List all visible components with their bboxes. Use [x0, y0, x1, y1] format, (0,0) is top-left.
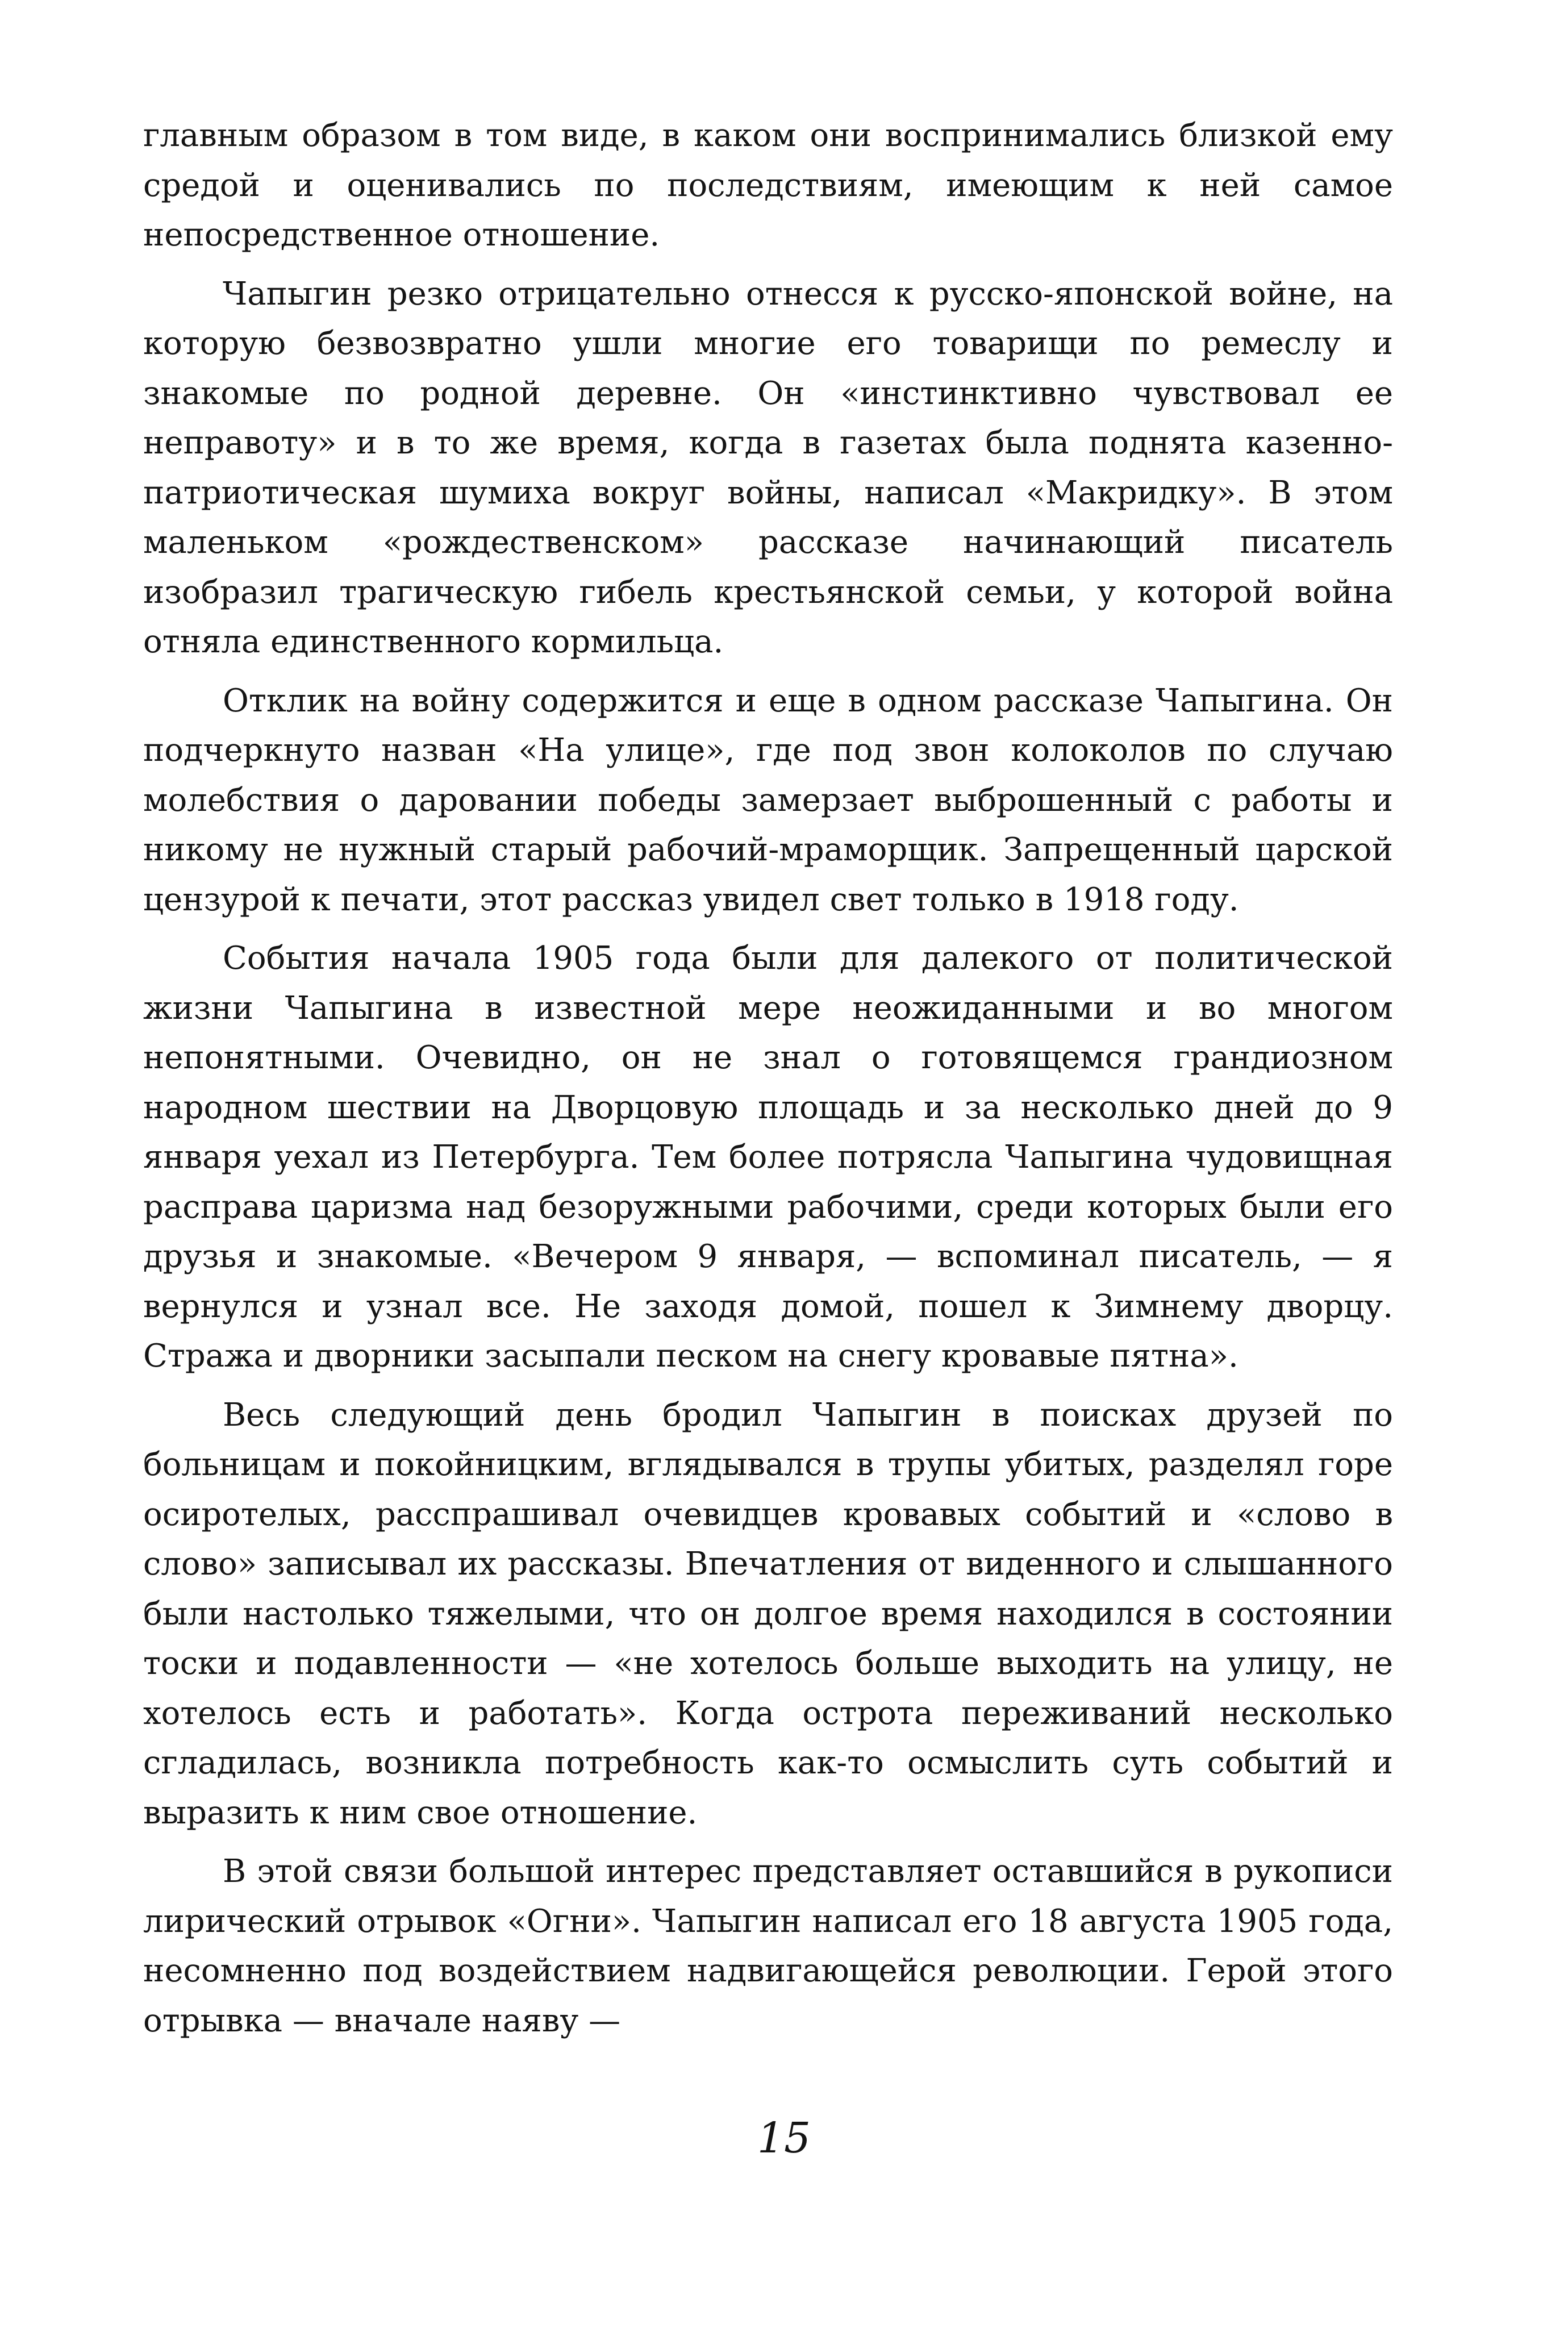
paragraph: События начала 1905 года были для далекого от политической жизни Чапыгина в известной мере неожиданными и во многом непонятными. Очевидно, он не знал о готовящемся грандиозном народном шествии на Дворцовую площадь и за несколько дней до 9 января уехал из Петербурга. Тем более потрясла Чапыгина чудовищная расправа царизма над безоружными рабочими, среди которых были его друзья и знакомые. «Вечером 9 января, — вспоминал писатель, — я вернулся и узнал все. Не заходя домой, пошел к Зимнему дворцу. Стража и дворники засыпали песком на снегу кровавые пятна». [143, 940, 1393, 1375]
paragraph: В этой связи большой интерес представляет оставшийся в рукописи лирический отрывок «Огни». Чапыгин написал его 18 августа 1905 года, несомненно под воздействием надвигающейся революции. Герой этого отрывка — вначале наяву — [143, 1853, 1393, 2039]
paragraph: Чапыгин резко отрицательно отнесся к русско-японской войне, на которую безвозвратно ушли многие его товарищи по ремеслу и знакомые по родной деревне. Он «инстинктивно чувствовал ее неправоту» и в то же время, когда в газетах была поднята казенно-патриотическая шумиха вокруг войны, написал «Макридку». В этом маленьком «рождественском» рассказе начинающий писатель изобразил трагическую гибель крестьянской семьи, у которой война отняла единственного кормильца. [143, 275, 1393, 660]
paragraph: Весь следующий день бродил Чапыгин в поисках друзей по больницам и покойницким, вглядывался в трупы убитых, разделял горе осиротелых, расспрашивал очевидцев кровавых событий и «слово в слово» записывал их рассказы. Впечатления от виденного и слышанного были настолько тяжелыми, что он долгое время находился в состоянии тоски и подавленности — «не хотелось больше выходить на улицу, не хотелось есть и работать». Когда острота переживаний несколько сгладилась, возникла потребность как-то осмыслить суть событий и выразить к ним свое отношение. [143, 1396, 1393, 1831]
paragraph-continuation: главным образом в том виде, в каком они воспринимались близкой ему средой и оценивались по последствиям, имеющим к ней самое непосредственное отношение. [143, 117, 1393, 253]
page-number: 15 [757, 2114, 811, 2163]
paragraph: Отклик на войну содержится и еще в одном рассказе Чапыгина. Он подчеркнуто назван «На улице», где под звон колоколов по случаю молебствия о даровании победы замерзает выброшенный с работы и никому не нужный старый рабочий-мраморщик. Запрещенный царской цензурой к печати, этот рассказ увидел свет только в 1918 году. [143, 682, 1393, 918]
body-text [143, 111, 1393, 2046]
